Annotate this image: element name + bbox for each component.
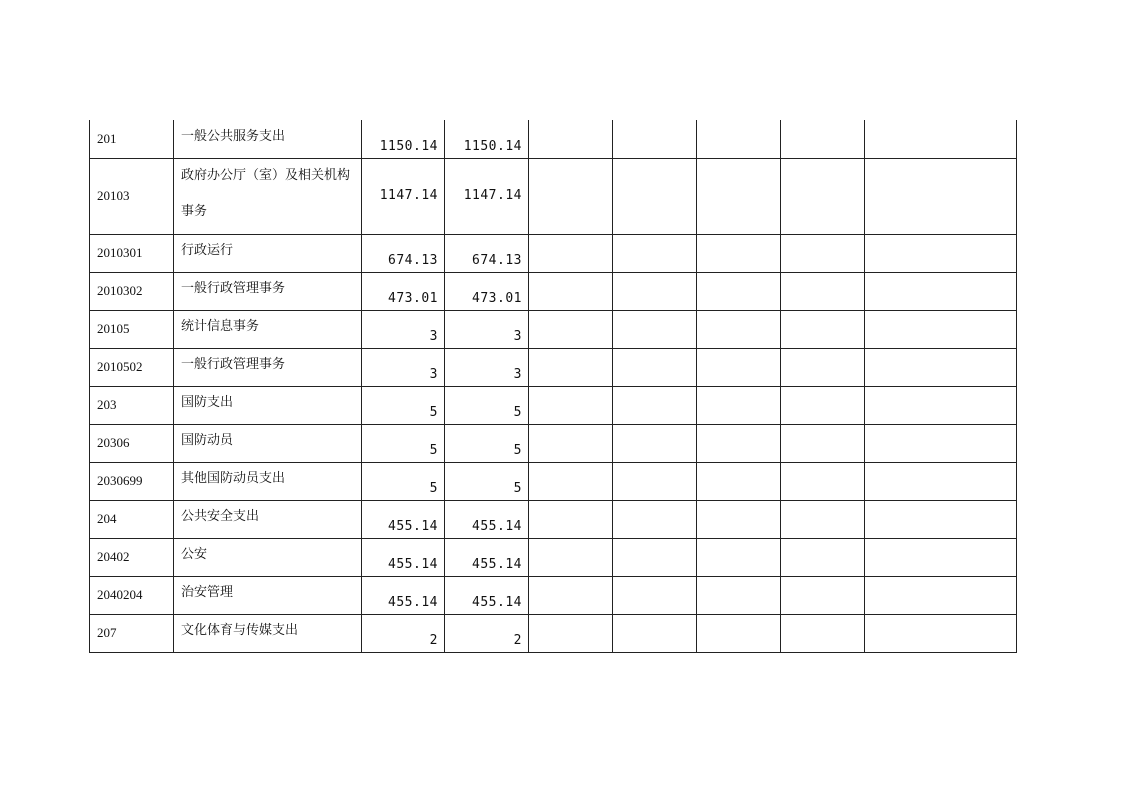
empty-cell (865, 462, 1017, 500)
basic-amount-cell: 1147.14 (445, 158, 529, 234)
subject-name-cell (174, 538, 362, 576)
basic-amount-cell: 455.14 (445, 500, 529, 538)
empty-cell (613, 462, 697, 500)
table-row (90, 310, 1017, 348)
empty-cell (781, 500, 865, 538)
subject-name-cell (174, 614, 362, 652)
subject-name-text: 一般公共服务支出 (181, 128, 286, 144)
subject-name-cell (174, 120, 362, 158)
empty-cell (697, 614, 781, 652)
empty-cell (697, 576, 781, 614)
empty-cell (613, 272, 697, 310)
table-row (90, 234, 1017, 272)
empty-cell (529, 120, 613, 158)
basic-amount-cell: 5 (445, 386, 529, 424)
subject-code-cell: 20105 (90, 310, 174, 348)
basic-amount-cell: 2 (445, 614, 529, 652)
subject-code-cell: 201 (90, 120, 174, 158)
empty-cell (781, 386, 865, 424)
empty-cell (529, 500, 613, 538)
subject-code-cell: 207 (90, 614, 174, 652)
empty-cell (697, 462, 781, 500)
subject-code-cell: 203 (90, 386, 174, 424)
basic-amount-cell: 5 (445, 424, 529, 462)
subject-name-text: 政府办公厅（室）及相关机构事务 (181, 168, 351, 219)
table-row (90, 272, 1017, 310)
empty-cell (529, 538, 613, 576)
empty-cell (781, 614, 865, 652)
empty-cell (865, 234, 1017, 272)
total-amount-cell: 1150.14 (362, 120, 445, 158)
empty-cell (613, 348, 697, 386)
total-amount-cell: 455.14 (362, 500, 445, 538)
basic-amount-cell: 5 (445, 462, 529, 500)
subject-name-cell (174, 424, 362, 462)
subject-name-cell (174, 310, 362, 348)
total-amount-cell: 2 (362, 614, 445, 652)
subject-name-text: 统计信息事务 (181, 319, 260, 334)
empty-cell (781, 538, 865, 576)
empty-cell (697, 310, 781, 348)
expenditure-table (89, 120, 1017, 653)
empty-cell (865, 538, 1017, 576)
table-row (90, 120, 1017, 158)
empty-cell (865, 424, 1017, 462)
basic-amount-cell: 3 (445, 348, 529, 386)
empty-cell (865, 272, 1017, 310)
subject-code-cell: 20402 (90, 538, 174, 576)
empty-cell (697, 234, 781, 272)
subject-name-text: 其他国防动员支出 (181, 471, 286, 486)
subject-name-cell (174, 500, 362, 538)
empty-cell (781, 272, 865, 310)
total-amount-cell: 473.01 (362, 272, 445, 310)
subject-code-cell: 2010302 (90, 272, 174, 310)
table-row (90, 348, 1017, 386)
empty-cell (529, 424, 613, 462)
subject-name-text: 治安管理 (181, 585, 234, 600)
empty-cell (613, 386, 697, 424)
subject-name-cell (174, 348, 362, 386)
subject-name-text: 文化体育与传媒支出 (181, 623, 299, 638)
empty-cell (781, 120, 865, 158)
empty-cell (781, 348, 865, 386)
subject-code-cell: 2030699 (90, 462, 174, 500)
empty-cell (529, 386, 613, 424)
empty-cell (781, 576, 865, 614)
empty-cell (697, 120, 781, 158)
empty-cell (613, 158, 697, 234)
subject-name-text: 行政运行 (181, 243, 234, 258)
subject-name-text: 国防支出 (181, 395, 234, 410)
empty-cell (865, 348, 1017, 386)
subject-name-cell (174, 272, 362, 310)
subject-name-cell (174, 386, 362, 424)
table-row (90, 538, 1017, 576)
empty-cell (865, 500, 1017, 538)
total-amount-cell: 5 (362, 386, 445, 424)
empty-cell (613, 538, 697, 576)
basic-amount-cell: 3 (445, 310, 529, 348)
empty-cell (697, 386, 781, 424)
subject-code-cell: 2040204 (90, 576, 174, 614)
table-row (90, 500, 1017, 538)
empty-cell (865, 576, 1017, 614)
subject-code-cell: 20306 (90, 424, 174, 462)
empty-cell (529, 462, 613, 500)
total-amount-cell: 455.14 (362, 576, 445, 614)
total-amount-cell: 5 (362, 462, 445, 500)
subject-code-cell: 2010502 (90, 348, 174, 386)
table-row (90, 158, 1017, 234)
basic-amount-cell: 1150.14 (445, 120, 529, 158)
empty-cell (697, 272, 781, 310)
empty-cell (697, 500, 781, 538)
empty-cell (697, 424, 781, 462)
empty-cell (781, 310, 865, 348)
subject-name-text: 一般行政管理事务 (181, 357, 286, 372)
subject-name-cell (174, 158, 362, 234)
empty-cell (529, 310, 613, 348)
empty-cell (613, 500, 697, 538)
empty-cell (865, 386, 1017, 424)
empty-cell (781, 462, 865, 500)
empty-cell (529, 576, 613, 614)
total-amount-cell: 5 (362, 424, 445, 462)
total-amount-cell: 3 (362, 348, 445, 386)
empty-cell (613, 310, 697, 348)
subject-name-cell (174, 234, 362, 272)
table-row (90, 386, 1017, 424)
empty-cell (865, 158, 1017, 234)
empty-cell (529, 348, 613, 386)
total-amount-cell: 674.13 (362, 234, 445, 272)
empty-cell (697, 538, 781, 576)
empty-cell (613, 234, 697, 272)
table-row (90, 576, 1017, 614)
subject-name-text: 一般行政管理事务 (181, 281, 286, 296)
subject-name-text: 公安 (181, 547, 208, 562)
empty-cell (613, 424, 697, 462)
subject-code-cell: 20103 (90, 158, 174, 234)
empty-cell (781, 234, 865, 272)
empty-cell (697, 348, 781, 386)
empty-cell (613, 614, 697, 652)
empty-cell (529, 614, 613, 652)
subject-name-text: 公共安全支出 (181, 509, 260, 524)
total-amount-cell: 3 (362, 310, 445, 348)
total-amount-cell: 455.14 (362, 538, 445, 576)
empty-cell (613, 120, 697, 158)
basic-amount-cell: 455.14 (445, 538, 529, 576)
subject-name-cell (174, 576, 362, 614)
total-amount-cell: 1147.14 (362, 158, 445, 234)
basic-amount-cell: 455.14 (445, 576, 529, 614)
empty-cell (781, 424, 865, 462)
subject-code-cell: 204 (90, 500, 174, 538)
subject-code-cell: 2010301 (90, 234, 174, 272)
empty-cell (613, 576, 697, 614)
empty-cell (529, 234, 613, 272)
empty-cell (781, 158, 865, 234)
empty-cell (529, 272, 613, 310)
table-row (90, 424, 1017, 462)
subject-name-cell (174, 462, 362, 500)
empty-cell (865, 310, 1017, 348)
table-body (90, 120, 1017, 652)
basic-amount-cell: 473.01 (445, 272, 529, 310)
empty-cell (529, 158, 613, 234)
basic-amount-cell: 674.13 (445, 234, 529, 272)
table-row (90, 462, 1017, 500)
empty-cell (697, 158, 781, 234)
budget-sheet (89, 120, 1016, 653)
empty-cell (865, 120, 1017, 158)
table-row (90, 614, 1017, 652)
subject-name-text: 国防动员 (181, 433, 234, 448)
empty-cell (865, 614, 1017, 652)
